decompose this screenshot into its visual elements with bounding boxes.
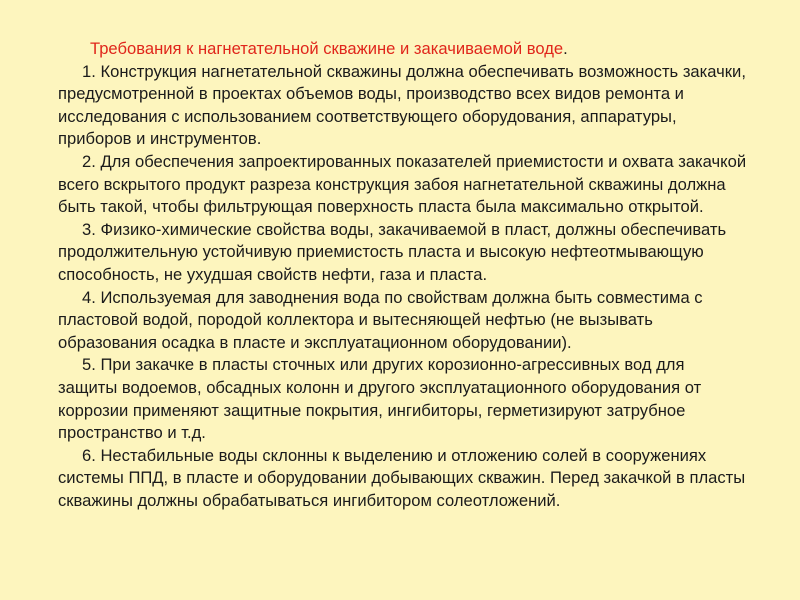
requirement-paragraph-2: 2. Для обеспечения запроектированных показателей приемистости и охвата закачкой всего вскрытого продукт разреза конструкция забоя нагнетательной скважины должна быть такой, чтобы фильтрующая поверхность пласта была максимально открытой. <box>58 151 747 217</box>
requirement-paragraph-3: 3. Физико-химические свойства воды, закачиваемой в пласт, должны обеспечивать продолжительную устойчивую приемистость пласта и высокую нефтеотмывающую способность, не ухудшая свойств нефти, газа и пласта. <box>58 219 727 284</box>
slide-title <box>58 38 748 61</box>
requirement-paragraph-4: 4. Используемая для заводнения вода по свойствам должна быть совместима с пластовой водой, породой коллектора и вытесняющей нефтью (не вызывать образования осадка в пласте и эксплуатационном оборудовании). <box>58 287 703 352</box>
slide-title-text: Требования к нагнетательной скважине и закачиваемой воде <box>90 39 564 58</box>
slide-title-period: . <box>563 39 568 58</box>
requirement-paragraph-5: 5. При закачке в пласты сточных или других корозионно-агрессивных вод для защиты водоемов, обсадных колонн и другого эксплуатационного оборудования от коррозии применяют защитные покрытия, ингибиторы, герметизируют затрубное пространство и т.д. <box>58 355 702 443</box>
slide-content <box>58 38 748 512</box>
requirement-paragraph-1: 1. Конструкция нагнетательной скважины должна обеспечивать возможность закачки, предусмотренной в проектах объемов воды, производство всех видов ремонта и исследования с использованием соответствующего оборудования, аппаратуры, приборов и инструментов. <box>58 61 746 149</box>
requirement-paragraph-6: 6. Нестабильные воды склонны к выделению и отложению солей в сооружениях системы ППД, в пласте и оборудовании добывающих скважин. Перед закачкой в пласты скважины должны обрабатываться ингибитором солеотложений. <box>58 445 746 510</box>
